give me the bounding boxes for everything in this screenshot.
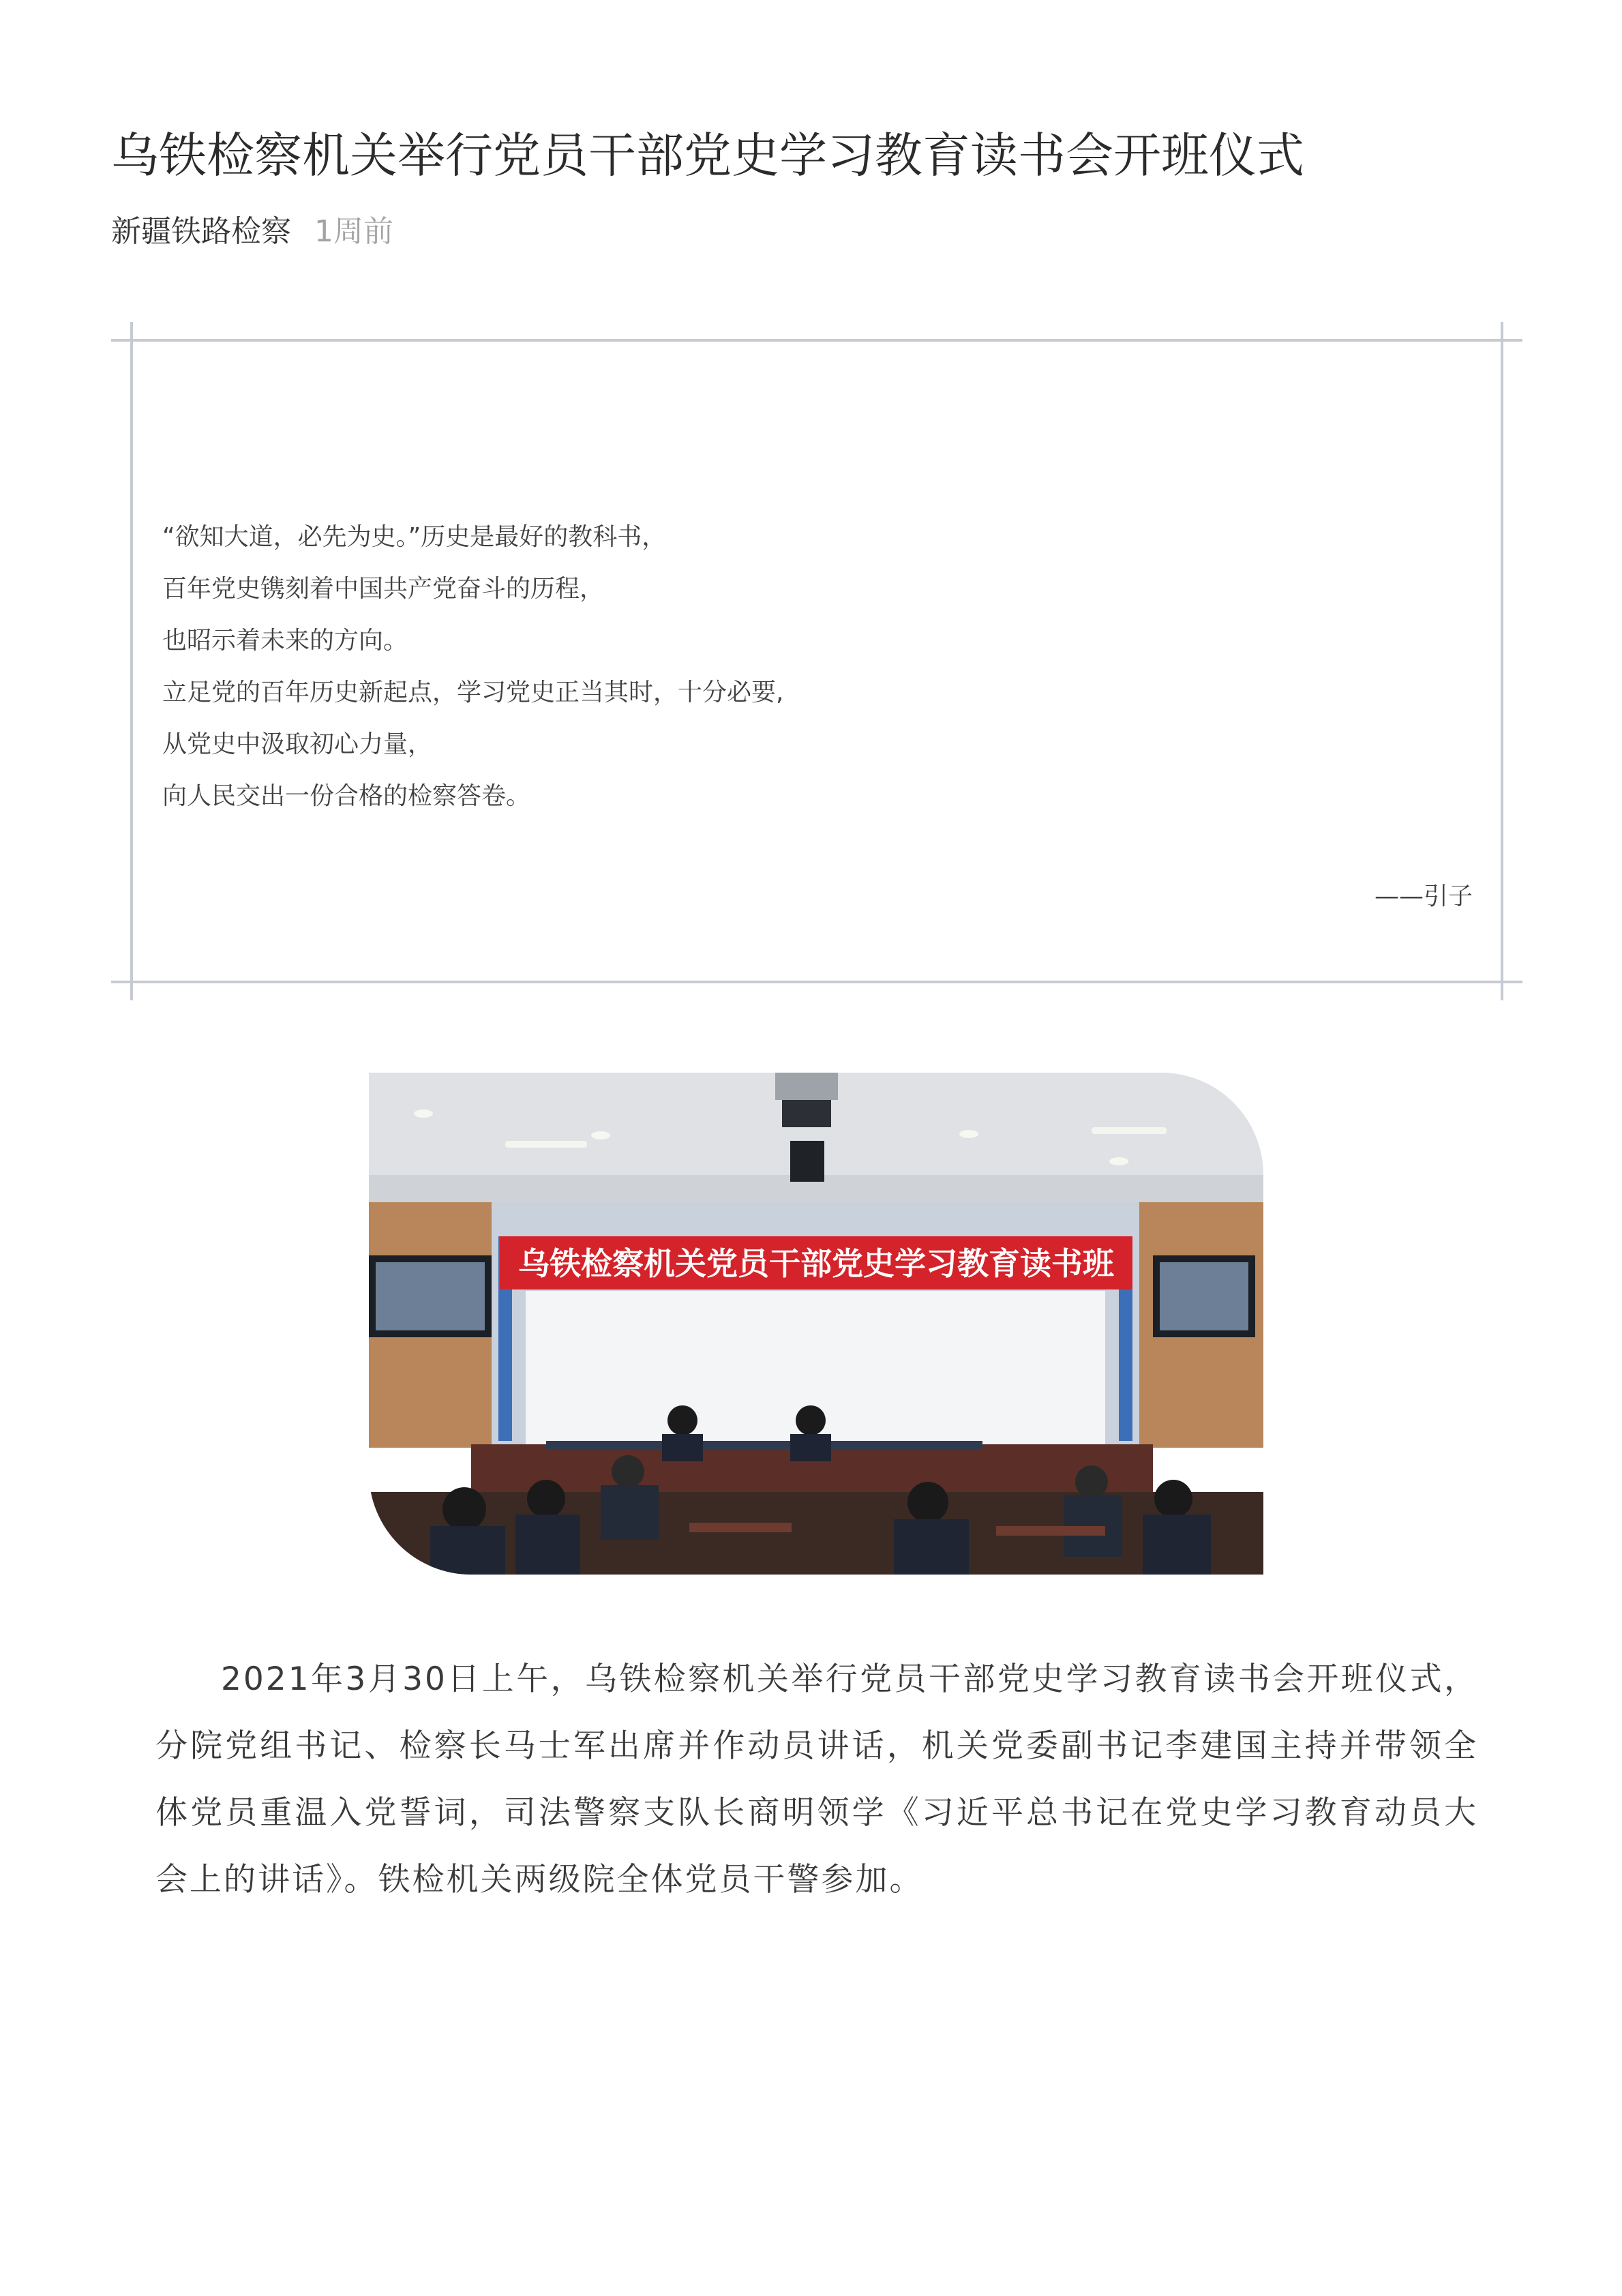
- quote-source: ——引子: [1374, 882, 1473, 910]
- meeting-photo: [369, 1073, 1263, 1575]
- audience-body: [894, 1519, 969, 1575]
- quote-line: 也昭示着未来的方向。: [162, 627, 408, 655]
- audience-head: [442, 1487, 486, 1531]
- audience-head: [907, 1482, 948, 1523]
- audience-head: [1154, 1480, 1192, 1518]
- projector-mount: [775, 1073, 838, 1100]
- body-paragraph: 2021年3月30日上午，乌铁检察机关举行党员干部党史学习教育读书会开班仪式，分院党组书记、检察长马士军出席并作动员讲话，机关党委副书记李建国主持并带领全体党员重温入党誓词，司法警察支队长商明领学《习近平总书记在党史学习教育动员大会上的讲话》。铁检机关两级院全体党员干警参加。: [155, 1660, 1478, 1898]
- article-meta: [111, 208, 393, 256]
- stage-table-cloth: [546, 1441, 982, 1449]
- page-title: 乌铁检察机关举行党员干部党史学习教育读书会开班仪式: [111, 128, 1304, 183]
- ceiling-light-panel: [505, 1141, 587, 1148]
- publish-time: 1周前: [314, 214, 393, 249]
- monitor-screen-left: [376, 1262, 485, 1330]
- audience-body: [601, 1485, 659, 1540]
- quote-line: “欲知大道，必先为史。”历史是最好的教科书，: [162, 523, 667, 551]
- ceiling-light: [1109, 1157, 1128, 1165]
- quote-block: [162, 511, 1321, 822]
- audience-body: [515, 1515, 580, 1575]
- monitor-screen-right: [1160, 1262, 1248, 1330]
- audience-head: [527, 1480, 565, 1518]
- frame-left-line: [130, 322, 133, 1000]
- projector-lens: [790, 1141, 824, 1182]
- projector: [782, 1100, 831, 1127]
- frame-right-line: [1501, 322, 1503, 1000]
- audience-body: [430, 1526, 505, 1575]
- quote-line: 立足党的百年历史新起点，学习党史正当其时，十分必要,: [162, 679, 784, 706]
- audience-head: [612, 1455, 644, 1488]
- ceiling-light: [591, 1131, 610, 1139]
- ceiling-light: [414, 1109, 433, 1118]
- speaker-body: [790, 1434, 831, 1461]
- audience-head: [1075, 1465, 1108, 1498]
- author-account-link[interactable]: 新疆铁路检察: [111, 214, 291, 249]
- quote-line: 从党史中汲取初心力量，: [162, 730, 433, 758]
- desk-row: [996, 1526, 1105, 1536]
- speaker-head: [667, 1405, 697, 1435]
- speaker-body: [662, 1434, 703, 1461]
- desk-row: [689, 1523, 792, 1532]
- audience-body: [1143, 1515, 1211, 1575]
- ceiling-light-panel: [1092, 1127, 1167, 1134]
- meeting-photo-illustration: [369, 1073, 1263, 1575]
- speaker-head: [796, 1405, 826, 1435]
- frame-bottom-line: [111, 981, 1522, 983]
- frame-top-line: [111, 339, 1522, 342]
- quote-line: 向人民交出一份合格的检察答卷。: [162, 782, 531, 810]
- banner-text: 乌铁检察机关党员干部党史学习教育读书班: [518, 1245, 1114, 1282]
- ceiling-light: [959, 1130, 978, 1138]
- quote-line: 百年党史镌刻着中国共产党奋斗的历程，: [162, 575, 605, 603]
